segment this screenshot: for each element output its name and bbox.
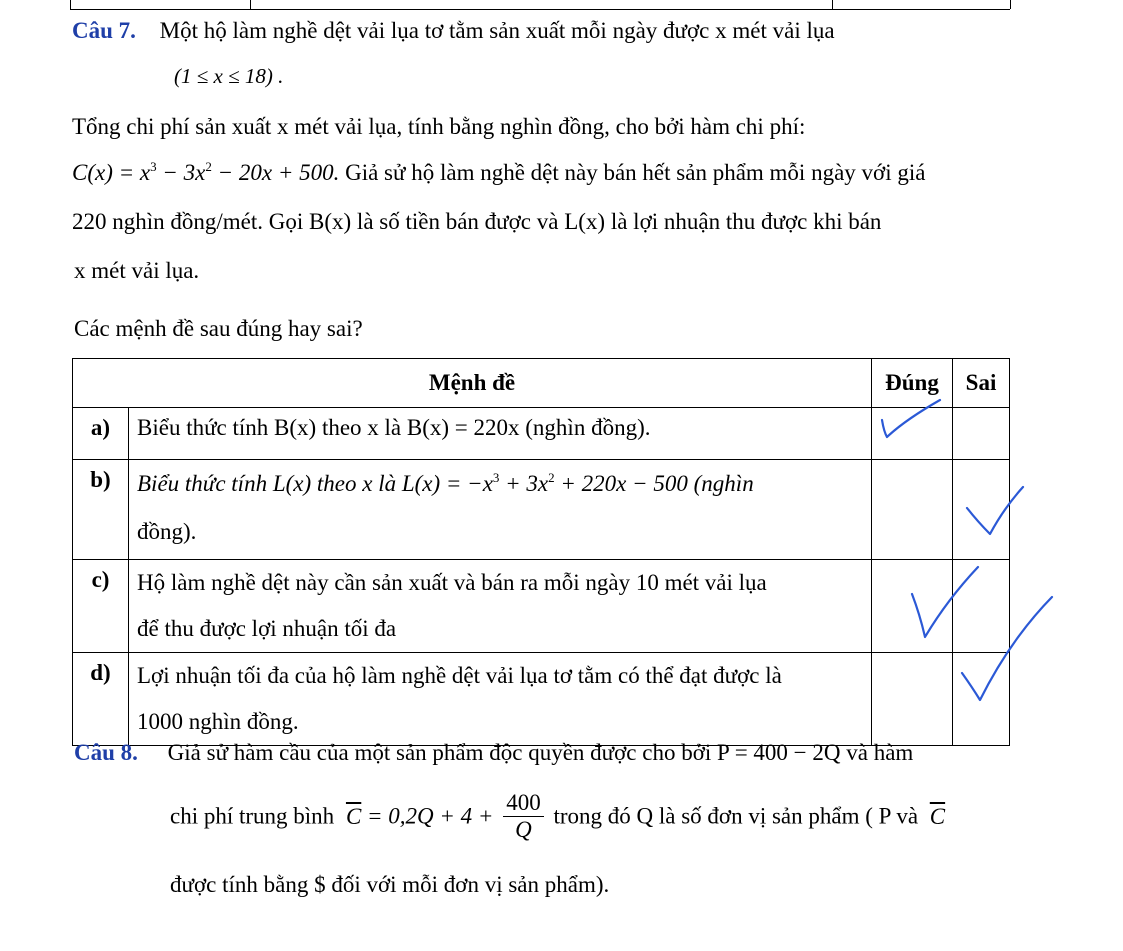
avg-cost-symbol-2: $\overline{C}$ (929, 803, 946, 829)
cost-function-mid: − 3x (156, 160, 206, 185)
header-false: Sai (953, 359, 1010, 408)
checkmark-icon (912, 567, 978, 637)
question8-line2-a: chi phí trung bình (170, 803, 335, 829)
fraction-numerator: 400 (503, 790, 544, 817)
fraction (503, 790, 544, 843)
row-label-d: d) (73, 653, 129, 746)
question8-label: Câu 8. (74, 740, 138, 765)
question8-line3: được tính bằng $ đối với mỗi đơn vị sản phẩm). (170, 872, 610, 897)
exponent-3: 3 (150, 159, 157, 174)
question8-line1 (74, 740, 913, 766)
row-c-line1: Hộ làm nghề dệt này cần sản xuất và bán ra mỗi ngày 10 mét vải lụa (137, 570, 767, 595)
row-label-a: a) (73, 408, 129, 460)
header-true: Đúng (872, 359, 953, 408)
question8-intro: Giả sử hàm cầu của một sản phẩm độc quyền được cho bởi P = 400 − 2Q và hàm (167, 740, 914, 765)
question7-line2: Tổng chi phí sản xuất x mét vải lụa, tính bằng nghìn đồng, cho bởi hàm chi phí: (72, 114, 806, 139)
question7-line4: 220 nghìn đồng/mét. Gọi B(x) là số tiền bán được và L(x) là lợi nhuận thu được khi bán (72, 209, 882, 234)
row-text-a: Biểu thức tính B(x) theo x là B(x) = 220x (nghìn đồng). (129, 408, 872, 460)
question8-line2-b: trong đó Q là số đơn vị sản phẩm ( P và (553, 803, 919, 829)
question7-domain: (1 ≤ x ≤ 18) . (174, 64, 284, 88)
question7-line5: x mét vải lụa. (74, 258, 200, 283)
row-b-line2: đồng). (137, 519, 197, 544)
row-label-c: c) (73, 560, 129, 653)
row-label-b: b) (73, 460, 129, 560)
question7-prompt: Các mệnh đề sau đúng hay sai? (74, 316, 363, 341)
header-statement: Mệnh đề (73, 359, 872, 408)
row-b-part1: Biểu thức tính L(x) theo x là L(x) = −x (137, 471, 493, 496)
fraction-denominator: Q (515, 817, 532, 842)
checkmark-icon (962, 597, 1052, 700)
avg-cost-symbol: $\overline{C}$ (345, 803, 362, 829)
avg-cost-expression: = 0,2Q + 4 + (367, 803, 494, 829)
row-d-line2: 1000 nghìn đồng. (137, 709, 299, 734)
row-b-part2: + 3x (499, 471, 549, 496)
question7-intro: Một hộ làm nghề dệt vải lụa tơ tằm sản xuất mỗi ngày được x mét vải lụa (159, 18, 835, 43)
row-b-part3: + 220x − 500 (nghìn (554, 471, 754, 496)
question7-label: Câu 7. (72, 18, 136, 43)
question8-line2 (170, 790, 945, 843)
question7-line3-rest: Giả sử hộ làm nghề dệt này bán hết sản phẩm mỗi ngày với giá (345, 160, 926, 185)
row-b-exp3: 3 (492, 470, 500, 485)
row-c-line2: để thu được lợi nhuận tối đa (137, 616, 397, 641)
cost-function-lhs: C(x) = x (72, 160, 151, 185)
exponent-2: 2 (205, 159, 212, 174)
checkmark-icon (882, 400, 940, 437)
row-b-exp2: 2 (548, 470, 555, 485)
row-d-line1: Lợi nhuận tối đa của hộ làm nghề dệt vải lụa tơ tằm có thể đạt được là (137, 663, 782, 688)
checkmark-icon (967, 487, 1023, 534)
cost-function-rhs: − 20x + 500. (211, 160, 340, 185)
